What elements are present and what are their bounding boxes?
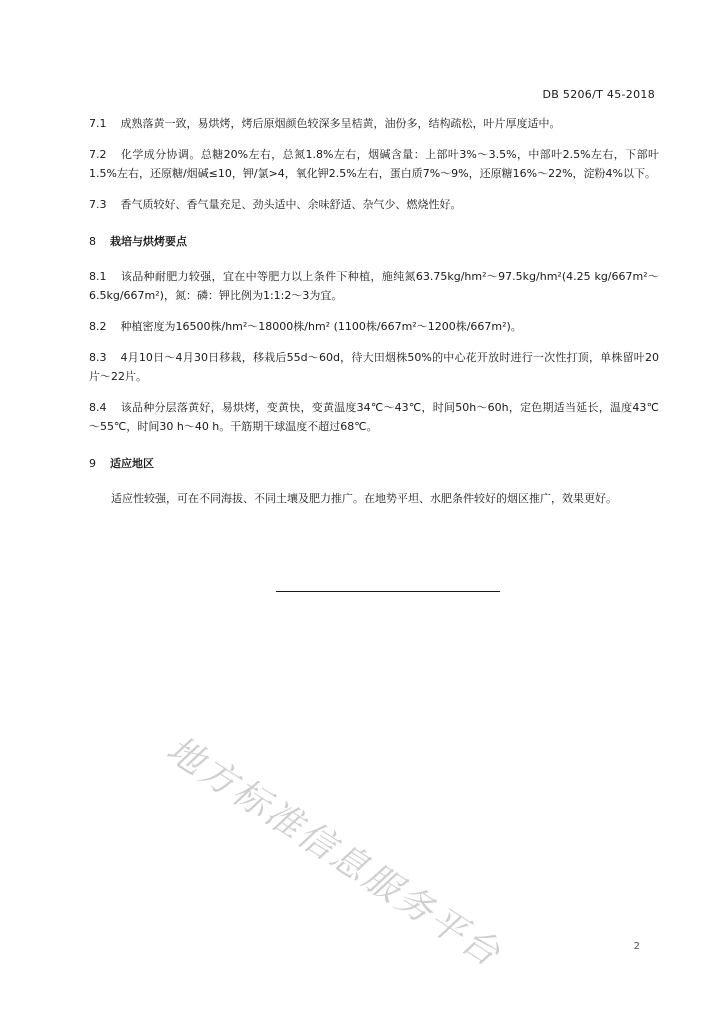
clause-number: 8.3 — [89, 351, 107, 364]
clause-text: 该品种分层落黄好，易烘烤，变黄快，变黄温度34℃～43℃，时间50h～60h，定色期适当延长，温度43℃～55℃，时间30 h～40 h。干筋期干球温度不超过68℃。 — [89, 401, 659, 433]
clause-number: 8.4 — [89, 401, 107, 414]
clause-7-2 — [89, 145, 659, 183]
clause-number: 8.2 — [89, 320, 107, 333]
end-of-document-rule — [276, 591, 500, 592]
clause-text: 香气质较好、香气量充足、劲头适中、余味舒适、杂气少、燃烧性好。 — [120, 198, 462, 211]
clause-text: 种植密度为16500株/hm²～18000株/hm² (1100株/667m²～1200株/667m²)。 — [120, 320, 522, 333]
section-number: 9 — [89, 457, 96, 470]
section-8-heading — [89, 232, 659, 251]
section-title: 适应地区 — [110, 457, 154, 470]
clause-8-2 — [89, 317, 659, 336]
page-number: 2 — [633, 941, 640, 952]
section-9-text: 适应性较强，可在不同海拔、不同土壤及肥力推广。在地势平坦、水肥条件较好的烟区推广，效果更好。 — [111, 492, 617, 505]
clause-8-3 — [89, 348, 659, 386]
clause-number: 7.3 — [89, 198, 107, 211]
clause-text: 化学成分协调。总糖20%左右，总氮1.8%左右，烟碱含量：上部叶3%～3.5%，中部叶2.5%左右，下部叶1.5%左右，还原糖/烟碱≤10，钾/氯>4，氧化钾2.5%左右，蛋白质7%～9%，还原糖16%～22%，淀粉4%以下。 — [89, 148, 659, 180]
clause-text: 该品种耐肥力较强，宜在中等肥力以上条件下种植，施纯氮63.75kg/hm²～97.5kg/hm²(4.25 kg/667m²～6.5kg/667m²)，氮：磷：钾比例为1:1:2～3为宜。 — [89, 270, 659, 302]
clause-7-1 — [89, 114, 659, 133]
clause-7-3 — [89, 195, 659, 214]
clause-8-1 — [89, 267, 659, 305]
clause-number: 8.1 — [89, 270, 107, 283]
clause-number: 7.1 — [89, 117, 107, 130]
clause-8-4 — [89, 398, 659, 436]
clause-text: 成熟落黄一致，易烘烤，烤后原烟颜色较深多呈桔黄，油份多，结构疏松，叶片厚度适中。 — [120, 117, 561, 130]
section-9-heading — [89, 454, 659, 473]
section-title: 栽培与烘烤要点 — [110, 235, 187, 248]
watermark: 地方标准信息服务平台 — [159, 728, 509, 976]
clause-number: 7.2 — [89, 148, 107, 161]
document-body — [89, 114, 659, 508]
clause-text: 4月10日～4月30日移栽，移栽后55d～60d，待大田烟株50%的中心花开放时进行一次性打顶，单株留叶20片～22片。 — [89, 351, 659, 383]
section-number: 8 — [89, 235, 96, 248]
document-code: DB 5206/T 45-2018 — [542, 88, 655, 101]
